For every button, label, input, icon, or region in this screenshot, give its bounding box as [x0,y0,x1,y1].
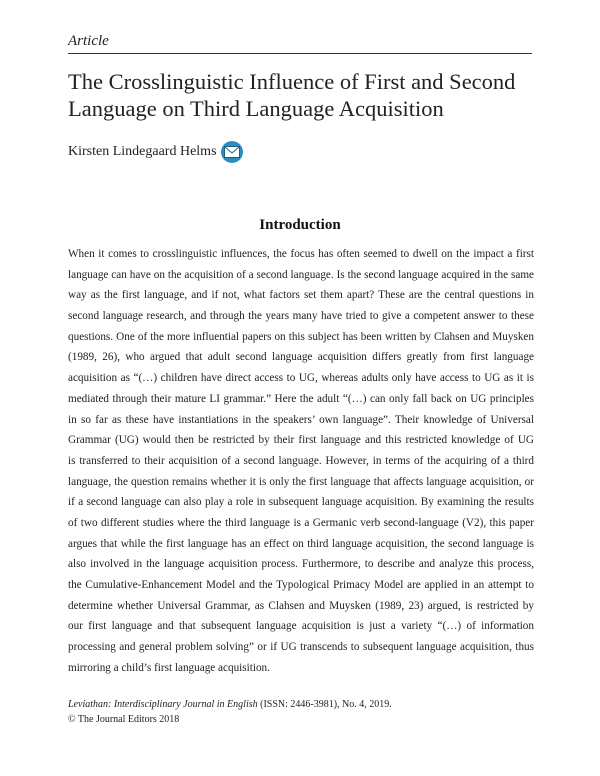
header-divider [68,53,532,54]
author-name: Kirsten Lindegaard Helms [68,144,217,159]
body-line: is transferred to their acquisition of a second language. However, in terms of the acquiring of a third [68,454,534,467]
body-line: in so far as these have instantiations in the speakers’ own language”. Their knowledge of Universal [68,413,534,426]
body-line: the Cumulative-Enhancement Model and the Typological Primacy Model are applied in an attempt to [68,579,534,591]
mail-icon[interactable] [221,141,243,163]
journal-issue: (ISSN: 2446-3981), No. 4, 2019. [257,699,392,710]
body-paragraph [68,244,534,678]
article-label: Article [68,33,109,49]
body-line: (1989, 26), who argued that adult second language acquisition differs greatly from first language [68,351,534,364]
body-line: When it comes to crosslinguistic influences, the focus has often seemed to dwell on the impact a first [68,248,534,260]
body-line: way as the first language, and if not, what factors set them apart? These are the central questions in [68,289,534,302]
body-line: Grammar (UG) would then be restricted by their first language and this restricted knowledge of UG [68,434,534,447]
body-line: language can have on the acquisition of a second language. Is the second language acquired in the same [68,268,534,281]
body-line: of two different studies where the third language is a Germanic verb second-language (V2), this paper [68,516,534,529]
body-line: language, the question remains whether it is only the first language that affects language acquisition, or [68,475,534,488]
body-line: second language research, and through the years many have tried to give a competent answer to these [68,310,534,323]
body-line: processing and general problem solving” or if UG transcends to subsequent language acquisition, thus [68,641,534,654]
paper-title [68,68,538,122]
author-row [68,140,243,164]
journal-name: Leviathan: Interdisciplinary Journal in English [68,699,258,710]
title-line-2: Language on Third Language Acquisition [68,96,444,121]
body-line: determine whether Universal Grammar, as Clahsen and Muysken (1989, 23) argued, is restricted by [68,599,534,612]
body-line: our first language and that subsequent language acquisition is just a variety “(…) of information [68,620,534,633]
body-line: if a second language can also play a role in subsequent language acquisition. By examining the results [68,496,534,509]
footer-note [68,697,392,727]
body-line: questions. One of the more influential papers on this subject has been written by Clahsen and Muysken [68,330,534,343]
title-line-1: The Crosslinguistic Influence of First and Second [68,69,516,94]
copyright-line: © The Journal Editors 2018 [68,714,180,725]
body-line: acquisition as “(…) children have direct access to UG, whereas adults only have access to UG as it is [68,372,534,385]
body-line: mediated through their mature LI grammar.” Here the adult “(…) can only fall back on UG principles [68,392,534,405]
body-line: argues that while the first language has an effect on third language acquisition, the second language is [68,537,534,550]
section-heading: Introduction [259,217,341,233]
footer-citation [68,697,392,712]
body-line: also involved in the language acquisition process. Furthermore, to describe and analyze this process, [68,558,534,571]
body-line: mirroring a child’s first language acquisition. [68,661,270,674]
